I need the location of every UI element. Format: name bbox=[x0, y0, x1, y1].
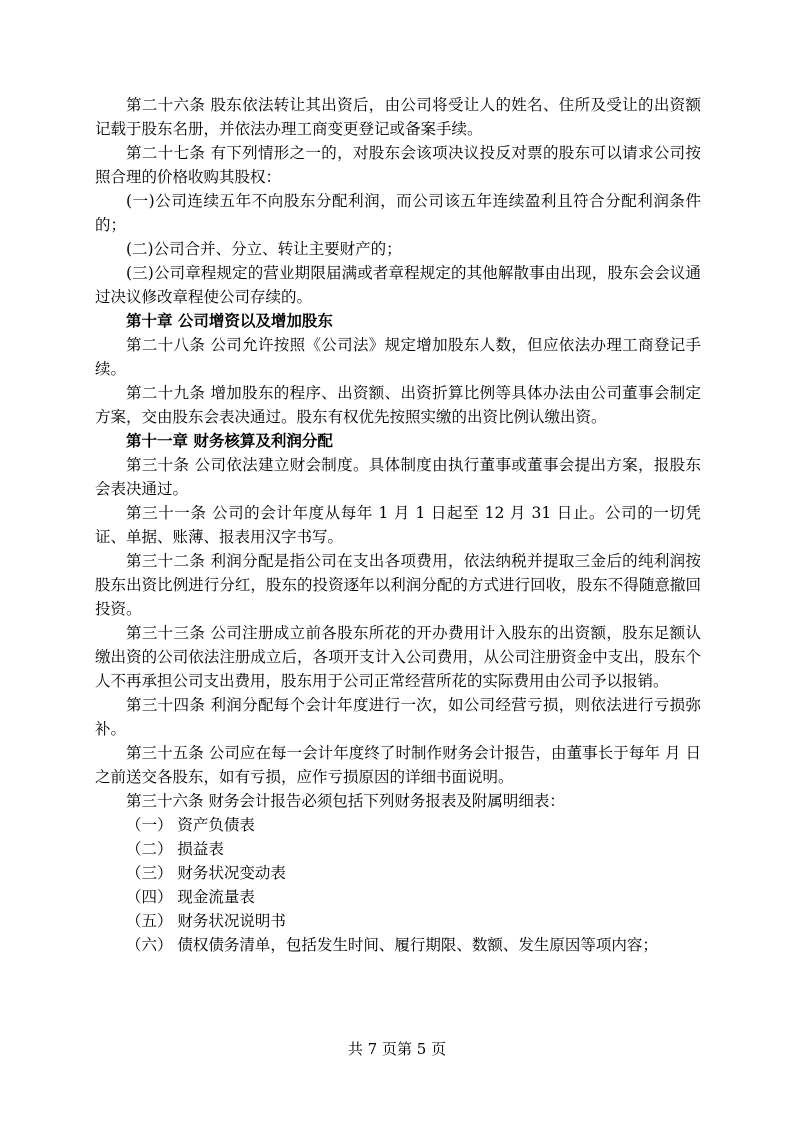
article-31: 第三十一条 公司的会计年度从每年 1 月 1 日起至 12 月 31 日止。公司的一切凭证、单据、账薄、报表用汉字书写。 bbox=[95, 504, 701, 546]
article-27: 第二十七条 有下列情形之一的，对股东会该项决议投反对票的股东可以请求公司按照合理的价格收购其股权： bbox=[95, 144, 701, 186]
article-29: 第二十九条 增加股东的程序、出资额、出资折算比例等具体办法由公司董事会制定方案，交由股东会表决通过。股东有权优先按照实缴的出资比例认缴出资。 bbox=[95, 384, 701, 426]
article-27-item-3: (三)公司章程规定的营业期限届满或者章程规定的其他解散事由出现，股东会会议通过决议修改章程使公司存续的。 bbox=[95, 264, 701, 306]
article-28: 第二十八条 公司允许按照《公司法》规定增加股东人数，但应依法办理工商登记手续。 bbox=[95, 336, 701, 378]
report-item-1: （一） 资产负债表 bbox=[126, 816, 255, 834]
article-26: 第二十六条 股东依法转让其出资后，由公司将受让人的姓名、住所及受让的出资额记载于股东名册，并依法办理工商变更登记或备案手续。 bbox=[95, 96, 701, 138]
article-36: 第三十六条 财务会计报告必须包括下列财务报表及附属明细表： bbox=[126, 792, 565, 810]
chapter-11-heading: 第十一章 财务核算及利润分配 bbox=[126, 431, 333, 450]
article-27-item-1: (一)公司连续五年不向股东分配利润，而公司该五年连续盈利且符合分配利润条件的； bbox=[95, 192, 701, 234]
report-item-4: （四） 现金流量表 bbox=[126, 888, 255, 906]
article-34: 第三十四条 利润分配每个会计年度进行一次，如公司经营亏损，则依法进行亏损弥补。 bbox=[95, 696, 701, 738]
page-number-footer: 共 7 页第 5 页 bbox=[347, 1040, 447, 1058]
report-item-5: （五） 财务状况说明书 bbox=[126, 912, 286, 930]
article-30: 第三十条 公司依法建立财会制度。具体制度由执行董事或董事会提出方案，报股东 会表决通过。 bbox=[95, 456, 701, 498]
article-33: 第三十三条 公司注册成立前各股东所花的开办费用计入股东的出资额，股东足额认缴出资的公司依法注册成立后，各项开支计入公司费用，从公司注册资金中支出，股东个人不再承担公司支出费用，股东用于公司正常经营所花的实际费用由公司予以报销。 bbox=[95, 624, 701, 690]
article-27-item-2: (二)公司合并、分立、转让主要财产的； bbox=[126, 240, 402, 258]
report-item-6: （六） 债权债务清单，包括发生时间、履行期限、数额、发生原因等项内容； bbox=[126, 936, 658, 954]
document-body bbox=[95, 93, 701, 957]
report-item-3: （三） 财务状况变动表 bbox=[126, 864, 286, 882]
chapter-10-heading: 第十章 公司增资以及增加股东 bbox=[126, 311, 333, 330]
article-35: 第三十五条 公司应在每一会计年度终了时制作财务会计报告，由董事长于每年 月 日之前送交各股东，如有亏损，应作亏损原因的详细书面说明。 bbox=[95, 744, 701, 786]
report-item-2: （二） 损益表 bbox=[126, 840, 224, 858]
article-32: 第三十二条 利润分配是指公司在支出各项费用，依法纳税并提取三金后的纯利润按股东出资比例进行分红，股东的投资逐年以利润分配的方式进行回收，股东不得随意撤回投资。 bbox=[95, 552, 701, 618]
